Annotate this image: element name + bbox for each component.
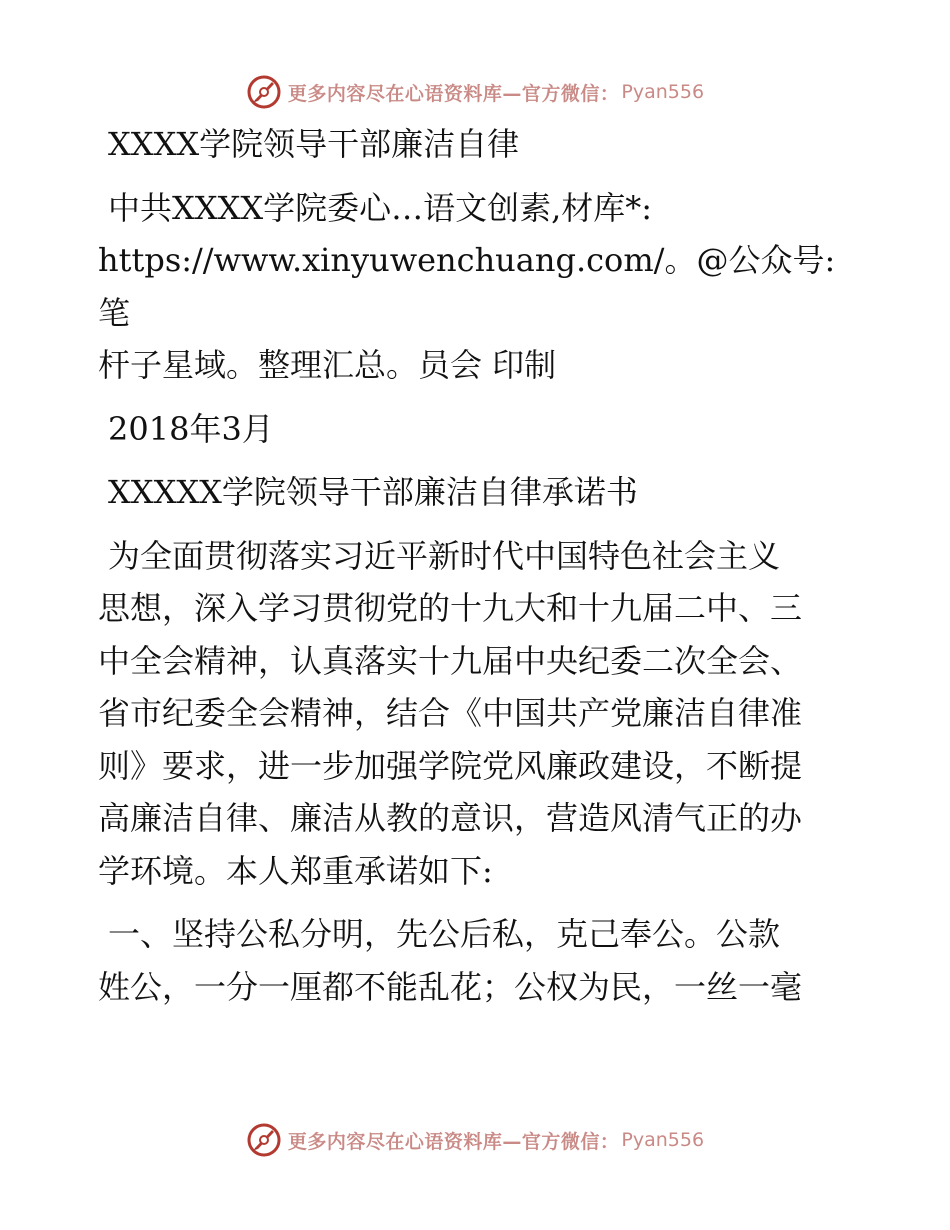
- intro-line-7: 学环境。本人郑重承诺如下:: [98, 851, 493, 890]
- watermark-wechat-id: Pyan556: [621, 1129, 705, 1151]
- document-date: 2018年3月: [108, 409, 274, 448]
- watermark-text: 更多内容尽在心语资料库—官方微信：: [287, 82, 620, 105]
- issuer-line-1: 中共XXXX学院委心…语文创素,材库*:: [108, 188, 653, 227]
- quill-pen-circle-icon: [246, 74, 282, 110]
- watermark-wechat-id: Pyan556: [621, 81, 705, 103]
- watermark-banner-top: [0, 70, 950, 114]
- watermark-text: 更多内容尽在心语资料库—官方微信：: [287, 1130, 620, 1153]
- intro-line-1: 为全面贯彻落实习近平新时代中国特色社会主义: [108, 536, 781, 575]
- document-body: [98, 118, 858, 1013]
- item1-line-1: 一、坚持公私分明，先公后私，克己奉公。公款: [108, 915, 781, 953]
- quill-pen-circle-icon: [246, 1122, 282, 1158]
- intro-line-2: 思想，深入学习贯彻党的十九大和十九届二中、三: [98, 589, 803, 627]
- item1-line-2: 姓公，一分一厘都不能乱花；公权为民，一丝一毫: [98, 967, 803, 1006]
- intro-line-4: 省市纪委全会精神，结合《中国共产党廉洁自律准: [98, 694, 803, 732]
- intro-line-3: 中全会精神，认真落实十九届中央纪委二次全会、: [98, 641, 803, 680]
- intro-line-6: 高廉洁自律、廉洁从教的意识，营造风清气正的办: [98, 799, 803, 837]
- issuer-line-3: 杆子星域。整理汇总。员会 印制: [98, 346, 557, 384]
- intro-line-5: 则》要求，进一步加强学院党风廉政建设，不断提: [98, 746, 803, 785]
- document-subtitle: XXXXX学院领导干部廉洁自律承诺书: [108, 473, 638, 511]
- document-title: XXXX学院领导干部廉洁自律: [108, 125, 520, 163]
- issuer-line-2: https://www.xinyuwenchuang.com/。@公众号: 笔: [98, 241, 836, 332]
- watermark-banner-bottom: [0, 1118, 950, 1162]
